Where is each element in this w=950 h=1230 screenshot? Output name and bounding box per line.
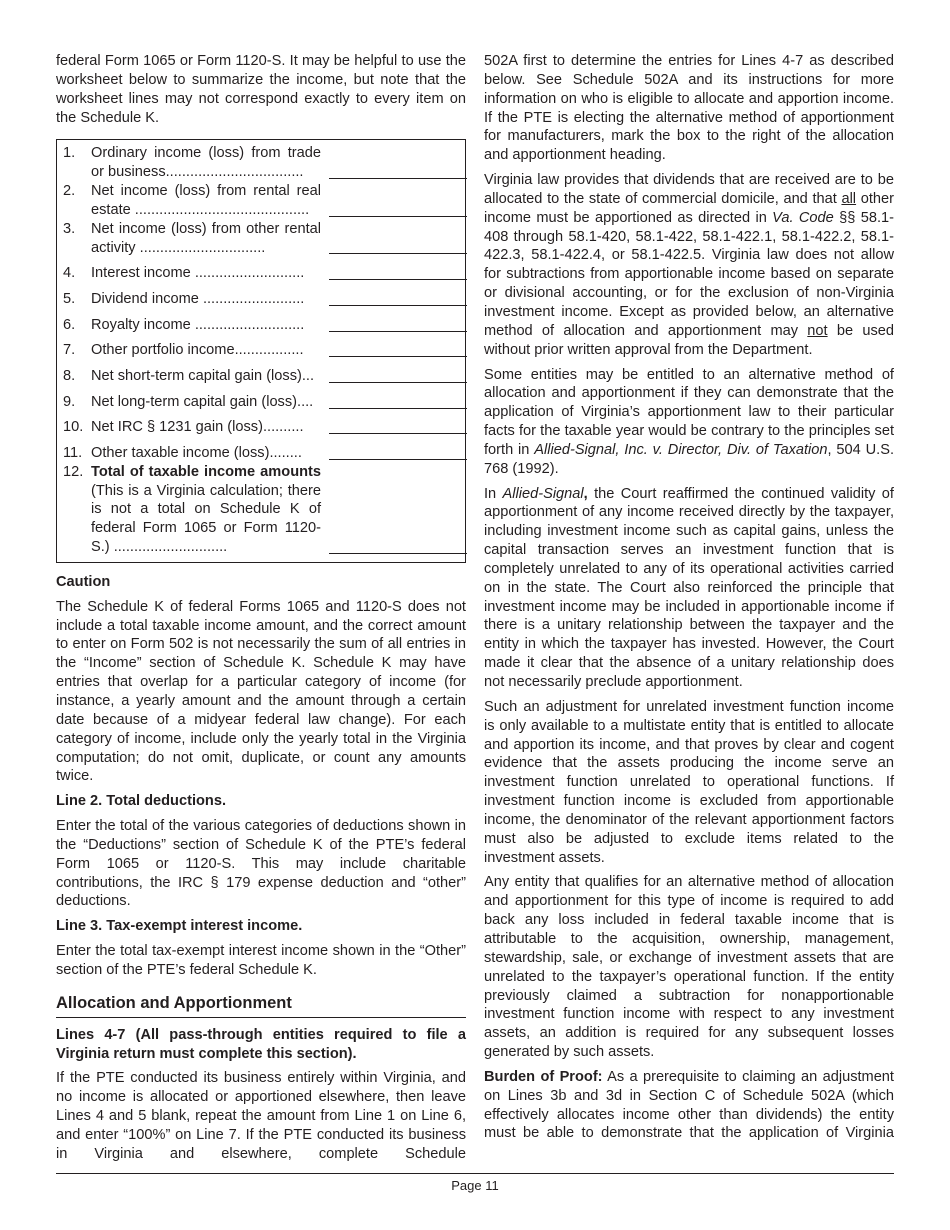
line-label: Dividend income .........................	[91, 290, 305, 307]
page-number: Page 11	[451, 1178, 499, 1193]
alternative-method-paragraph	[484, 366, 894, 479]
line-number: 3.	[63, 220, 76, 237]
text-run: other income must be apportioned as directed in	[484, 190, 894, 226]
line-label: Net income (loss) from rental real estate ...........................................	[91, 183, 321, 218]
citation-va-code: Va. Code	[772, 209, 834, 226]
line-label	[91, 463, 321, 557]
emphasis-not: not	[807, 322, 828, 339]
text-run: In	[484, 485, 503, 502]
unrelated-investment-paragraph: Such an adjustment for unrelated investment function income is only available to a multistate entity that is entitled to allocate and apportion its income, and that proves by clear and cogent evidence that the assets producing the income serve an investment function unrelated to operational functions. If investment function income is excluded from apportionable income, the denominator of the relevant apportionment factors must also be adjusted to exclude items related to the investment assets.	[484, 698, 894, 866]
burden-of-proof-paragraph	[484, 1068, 894, 1143]
line-number: 1.	[63, 145, 76, 162]
text-run: be used without prior written approval from the Department.	[484, 322, 894, 358]
entry-line[interactable]	[329, 330, 467, 332]
text-run: §§ 58.1-408 through 58.1-420, 58.1-422, 58.1-422.1, 58.1-422.2, 58.1-422.3, 58.1-422.4, or 58.1-422.5. Virginia law does not allow for subtractions from apportionable income based on separate or divisional accounting, or for the exclusion of non-Virginia investment income. Except as provided below, an alternative method of allocation and apportionment may	[484, 209, 894, 339]
text-run: the Court reaffirmed the continued validity of apportionment of any income received directly by the taxpayer, including investment income such as capital gains, unless the capital transaction serves an investment function that is completely unrelated to any of its operational activities carried on in the state. The Court also reinforced the principle that investment income may be included in apportionable income if there is a unitary relationship between the taxpayer and the entity in which the taxpayer has invested. However, the Court made it clear that the absence of a unitary relationship does not necessarily preclude apportionment.	[484, 485, 894, 690]
line-label: Ordinary income (loss) from trade or business..................................	[91, 145, 321, 181]
line-label: Net long-term capital gain (loss)....	[91, 393, 314, 410]
footer-divider	[56, 1173, 894, 1174]
text-run: Some entities may be entitled to an alternative method of allocation and apportionment if they can demonstrate that the application of Virginia’s apportionment law to their particular facts for the taxable year would be contrary to the principles set forth in	[484, 366, 894, 458]
line-label: Net income (loss) from other rental activity ...............................	[91, 220, 321, 256]
line-number: 2.	[63, 183, 76, 200]
worksheet-row	[63, 386, 465, 412]
worksheet-row	[63, 283, 465, 309]
lines47-heading: Lines 4-7 (All pass-through entities required to file a Virginia return must complete this section).	[56, 1026, 466, 1062]
lines47-paragraph: If the PTE conducted its business entirely within Virginia, and no income is allocated or apportioned elsewhere, then leave Lines 4 and 5 blank, repeat the amount from Line 1 on Line 6, and enter “100%” on Line 7. If the PTE conducted its business in Virginia and elsewhere, complete Schedule	[56, 1070, 466, 1162]
line-number: 6.	[63, 316, 76, 333]
add-back-paragraph: Any entity that qualifies for an alternative method of allocation and apportionment for this type of income is required to add back any loss included in federal taxable income that is attributable to the acquisition, ownership, management, stewardship, sale, or exchange of investment assets that are unrelated to the taxpayer’s operational function. If the entity previously claimed a subtraction for nonapportionable investment function income with respect to any investment assets, an addition is required for any subsequent losses generated by such assets.	[484, 874, 894, 1061]
total-label-note: (This is a Virginia calculation; there is not a total on Schedule K of federal Form 1065 or Form 1120-S.) ............................	[91, 482, 321, 556]
line-number: 11.	[63, 445, 83, 462]
line3-paragraph: Enter the total tax-exempt interest income shown in the “Other” section of the PTE’s federal Schedule K.	[56, 943, 466, 978]
caution-paragraph: The Schedule K of federal Forms 1065 and 1120-S does not include a total taxable income amount, and the correct amount to enter on Form 502 is not necessarily the sum of all entries in the “Income” section of Schedule K. Schedule K may have entries that overlap for a particular category of income (for instance, a yearly amount and the amount through a certain date because of a midyear federal law change). For each category of income, include only the yearly total in the Virginia computation; do not omit, duplicate, or count any amounts twice.	[56, 598, 466, 785]
entry-line[interactable]	[329, 552, 467, 554]
text-run: Virginia law provides that dividends that are received are to be allocated to the state of commercial domicile, and that	[484, 172, 894, 207]
worksheet-row	[63, 257, 465, 283]
case-citation: Allied-Signal, Inc. v. Director, Div. of Taxation	[534, 441, 828, 458]
schedule-502a-paragraph: 502A first to determine the entries for Lines 4-7 as described below. See Schedule 502A and its instructions for more information on who is eligible to allocate and apportion income. If the PTE is electing the alternative method of apportionment for manufacturers, mark the box to the right of the allocation and apportionment heading.	[484, 53, 894, 164]
line-label: Interest income ...........................	[91, 265, 305, 282]
worksheet-row	[63, 309, 465, 335]
burden-of-proof-label: Burden of Proof:	[484, 1068, 603, 1085]
right-column	[484, 52, 894, 1149]
worksheet-row	[63, 412, 465, 438]
line-label: Other taxable income (loss)........	[91, 445, 302, 462]
entry-line[interactable]	[329, 215, 467, 217]
intro-paragraph: federal Form 1065 or Form 1120-S. It may be helpful to use the worksheet below to summarize the income, but note that the worksheet lines may not correspond exactly to every item on the Schedule K.	[56, 53, 466, 126]
entry-line[interactable]	[329, 458, 467, 460]
text-run: ,	[583, 485, 588, 502]
worksheet-row-total	[63, 463, 465, 557]
line-number: 9.	[63, 393, 76, 410]
entry-line[interactable]	[329, 177, 467, 179]
worksheet-row	[63, 335, 465, 361]
worksheet-row	[63, 437, 465, 463]
worksheet-row	[63, 220, 465, 258]
left-column	[56, 52, 466, 1170]
entry-line[interactable]	[329, 407, 467, 409]
worksheet-row	[63, 144, 465, 182]
caution-heading: Caution	[56, 573, 111, 590]
entry-line[interactable]	[329, 278, 467, 280]
allied-signal-paragraph	[484, 485, 894, 692]
entry-line[interactable]	[329, 432, 467, 434]
text-run: As a prerequisite to claiming an adjustment on Lines 3b and 3d in Section C of Schedule 502A (which effectively allocates income other than dividends) the entity must be able to demonstrate that the application of Virginia	[484, 1068, 894, 1142]
worksheet-row	[63, 182, 465, 220]
section-heading-allocation: Allocation and Apportionment	[56, 994, 466, 1018]
line-label: Net short-term capital gain (loss)...	[91, 368, 315, 385]
line3-heading: Line 3. Tax-exempt interest income.	[56, 918, 303, 935]
entry-line[interactable]	[329, 381, 467, 383]
income-worksheet	[56, 139, 466, 563]
text-run: , 504 U.S. 768 (1992).	[484, 441, 894, 477]
line2-paragraph: Enter the total of the various categories of deductions shown in the “Deductions” section of Schedule K of the PTE’s federal Form 1065 or 1120-S. This may include charitable contributions, the IRC § 179 expense deduction and “other” deductions.	[56, 818, 466, 910]
virginia-law-paragraph	[484, 171, 894, 359]
total-label-bold: Total of taxable income amounts	[91, 463, 321, 480]
line-label: Net IRC § 1231 gain (loss)..........	[91, 419, 304, 436]
line-number: 5.	[63, 290, 76, 307]
line-number: 7.	[63, 342, 76, 359]
line-number: 4.	[63, 265, 76, 282]
line-label: Other portfolio income.................	[91, 342, 304, 359]
case-name: Allied-Signal	[502, 485, 584, 502]
entry-line[interactable]	[329, 355, 467, 357]
entry-line[interactable]	[329, 252, 467, 254]
line-number: 8.	[63, 368, 76, 385]
line-number: 12.	[63, 463, 84, 480]
entry-line[interactable]	[329, 304, 467, 306]
line2-heading: Line 2. Total deductions.	[56, 793, 227, 810]
worksheet-row	[63, 360, 465, 386]
emphasis-all: all	[841, 190, 857, 207]
line-number: 10.	[63, 419, 84, 436]
line-label: Royalty income ...........................	[91, 316, 305, 333]
